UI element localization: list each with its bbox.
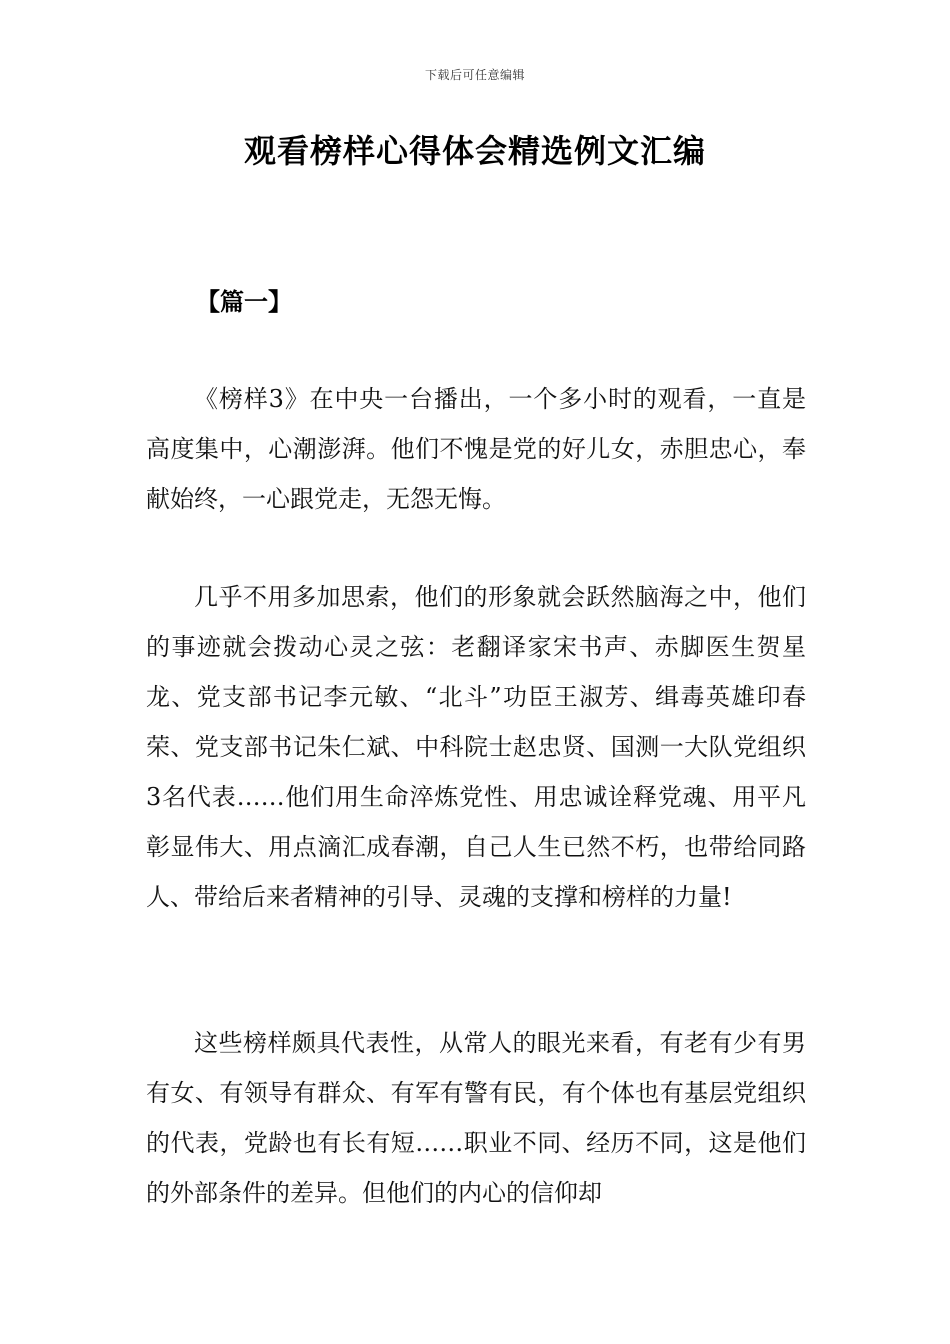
header-note: 下载后可任意编辑: [424, 68, 525, 82]
section-heading: 【篇一】: [196, 288, 292, 316]
paragraph-2: 几乎不用多加思索，他们的形象就会跃然脑海之中，他们的事迹就会拨动心灵之弦：老翻译家宋书声、赤脚医生贺星龙、党支部书记李元敏、“北斗”功臣王淑芳、缉毒英雄印春荣、党支部书记朱仁斌、中科院士赵忠贤、国测一大队党组织3名代表……他们用生命淬炼党性、用忠诚诠释党魂、用平凡彰显伟大、用点滴汇成春潮，自己人生已然不朽，也带给同路人、带给后来者精神的引导、灵魂的支撑和榜样的力量!: [146, 583, 806, 911]
page-title: 观看榜样心得体会精选例文汇编: [243, 132, 706, 170]
paragraph-3: 这些榜样颇具代表性，从常人的眼光来看，有老有少有男有女、有领导有群众、有军有警有民，有个体也有基层党组织的代表，党龄也有长有短……职业不同、经历不同，这是他们的外部条件的差异。但他们的内心的信仰却: [146, 1029, 806, 1207]
paragraph-1: 《榜样3》在中央一台播出，一个多小时的观看，一直是高度集中，心潮澎湃。他们不愧是党的好儿女，赤胆忠心，奉献始终，一心跟党走，无怨无悔。: [146, 385, 806, 513]
